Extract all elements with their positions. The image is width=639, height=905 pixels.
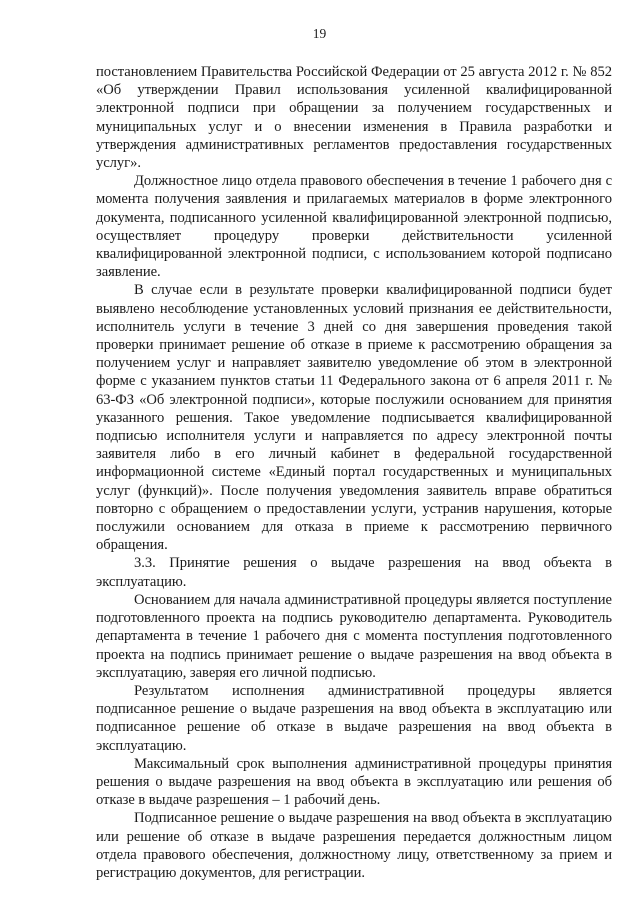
- paragraph: Основанием для начала административной процедуры является поступление подготовленного проекта на подпись руководителю департамента. Руководитель департамента в течение 1 рабочего дня с момента поступления подготовленного проекта на подпись принимает решение о выдаче разрешения на ввод объекта в эксплуатацию, заверяя его личной подписью.: [96, 591, 612, 681]
- paragraph: Максимальный срок выполнения административной процедуры принятия решения о выдаче разрешения на ввод объекта в эксплуатацию или решения об отказе в выдаче разрешения – 1 рабочий день.: [96, 755, 612, 809]
- paragraph: Подписанное решение о выдаче разрешения на ввод объекта в эксплуатацию или решение об отказе в выдаче разрешения передается должностным лицом отдела правового обеспечения, должностному лицу, ответственному за прием и регистрацию документов, для регистрации.: [96, 810, 612, 881]
- paragraph: В случае если в результате проверки квалифицированной подписи будет выявлено несоблюдение установленных условий признания ее действительности, исполнитель услуги в течение 3 дней со дня завершения проведения такой проверки принимает решение об отказе в приеме к рассмотрению обращения за получением услуг и направляет заявителю уведомление об этом в электронной форме с указанием пунктов статьи 11 Федерального закона от 6 апреля 2011 г. № 63-ФЗ «Об электронной подписи», которые послужили основанием для принятия указанного решения. Такое уведомление подписывается квалифицированной подписью исполнителя услуги и направляется по адресу электронной почты заявителя либо в его личный кабинет в федеральной государственной информационной системе «Единый портал государственных и муниципальных услуг (функций)». После получения уведомления заявитель вправе обратиться повторно с обращением о предоставлении услуги, устранив нарушения, которые послужили основанием для отказа в приеме к рассмотрению первичного обращения.: [96, 282, 612, 554]
- paragraph: Результатом исполнения административной процедуры является подписанное решение о выдаче разрешения на ввод объекта в эксплуатацию или подписанное решение об отказе в выдаче разрешения на ввод объекта в эксплуатацию.: [96, 682, 612, 754]
- paragraph: Должностное лицо отдела правового обеспечения в течение 1 рабочего дня с момента получения заявления и прилагаемых материалов в форме электронного документа, подписанного усиленной квалифицированной электронной подписью, осуществляет процедуру проверки действительности усиленной квалифицированной электронной подписи, с использованием которой подписано заявление.: [96, 173, 612, 281]
- document-body: [96, 63, 612, 882]
- section-heading-3-3: 3.3. Принятие решения о выдаче разрешения на ввод объекта в эксплуатацию.: [96, 555, 612, 590]
- paragraph: постановлением Правительства Российской Федерации от 25 августа 2012 г. № 852 «Об утверждении Правил использования усиленной квалифицированной электронной подписи при обращении за получением государственных и муниципальных услуг и о внесении изменения в Правила разработки и утверждения административных регламентов предоставления государственных услуг».: [96, 64, 612, 172]
- page-number: 19: [312, 26, 327, 41]
